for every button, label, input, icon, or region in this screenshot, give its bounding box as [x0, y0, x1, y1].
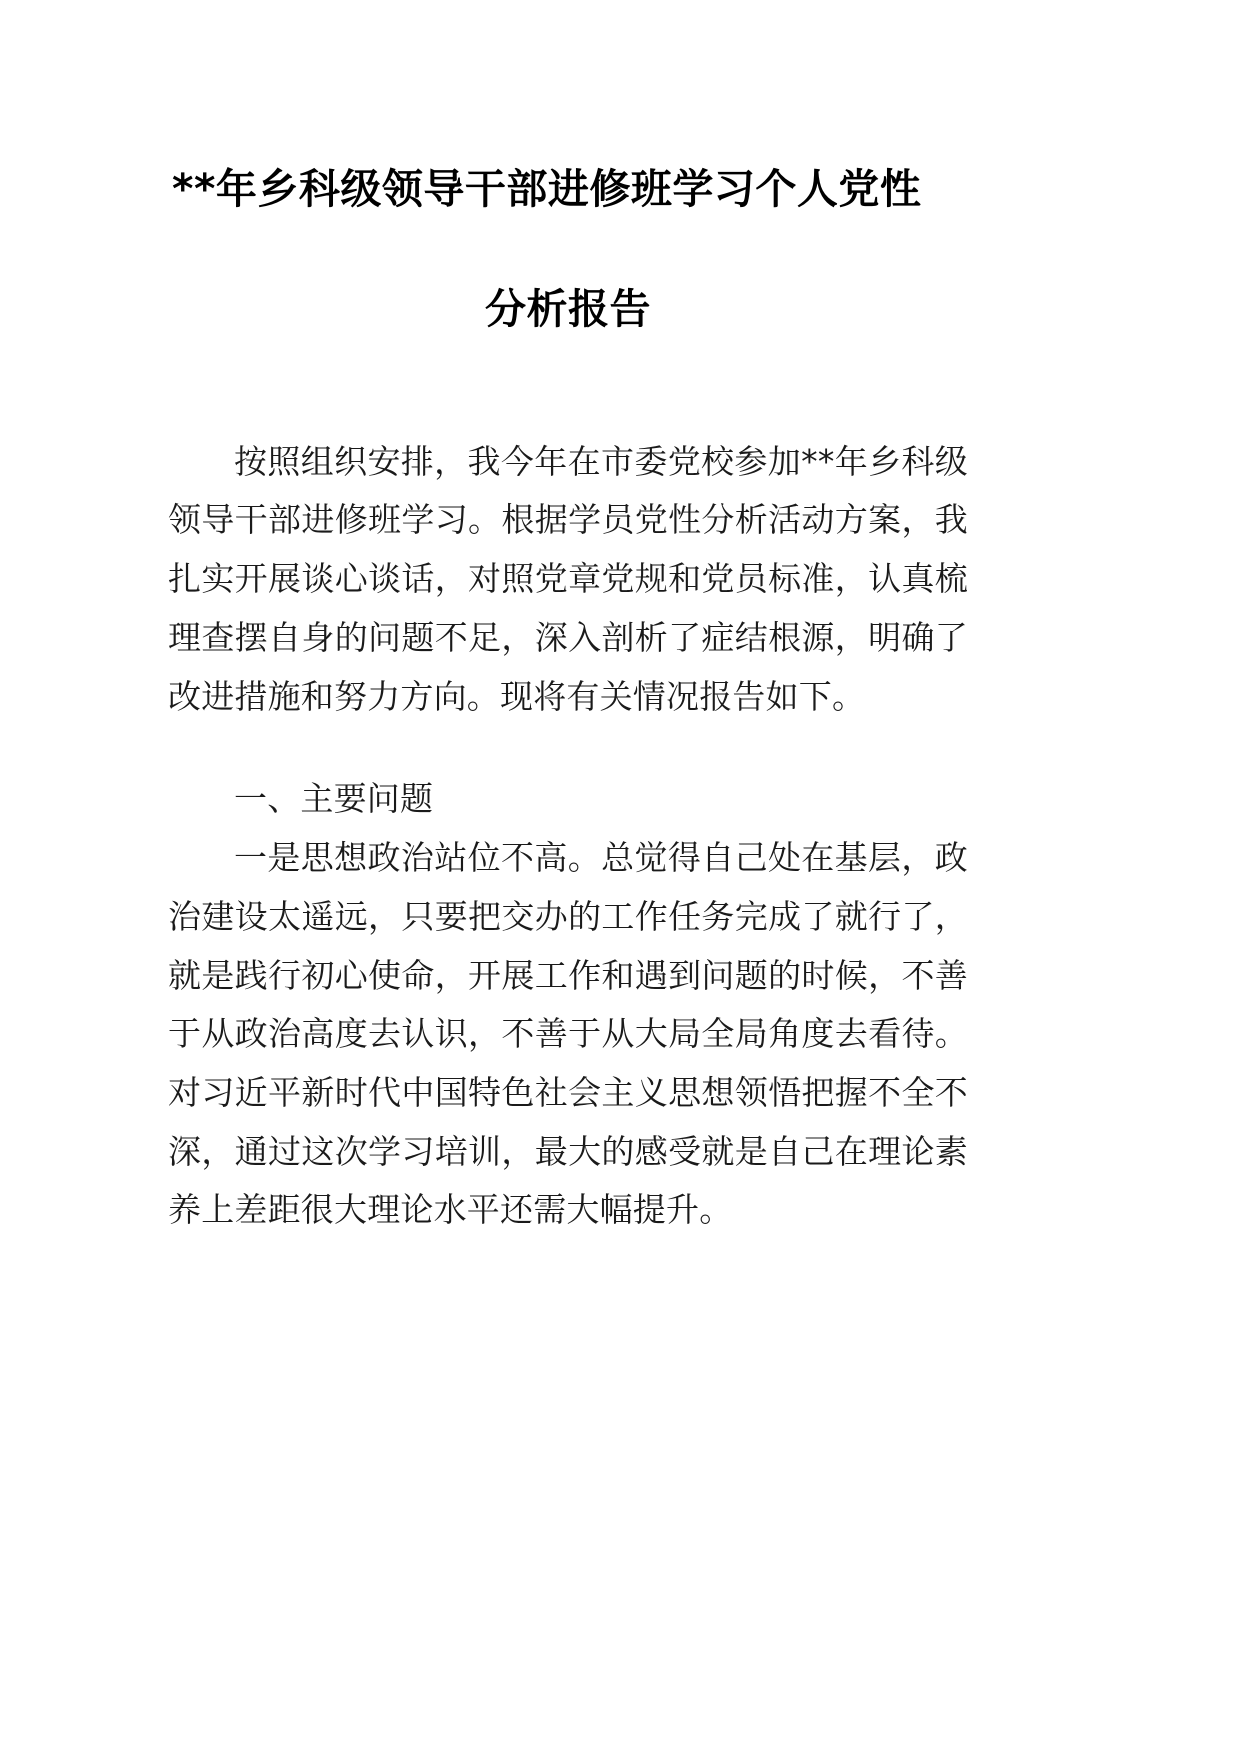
page-title-line-1: **年乡科级领导干部进修班学习个人党性 [172, 165, 922, 213]
problem-one-paragraph: 一是思想政治站位不高。总觉得自己处在基层，政治建设太遥远，只要把交办的工作任务完成了就行了，就是践行初心使命，开展工作和遇到问题的时候，不善于从政治高度去认识，不善于从大局全局角度去看待。对习近平新时代中国特色社会主义思想领悟把握不全不深，通过这次学习培训，最大的感受就是自己在理论素养上差距很大理论水平还需大幅提升。 [168, 838, 968, 1230]
section-heading-main-problems: 一、主要问题 [234, 779, 434, 819]
intro-paragraph: 按照组织安排，我今年在市委党校参加**年乡科级领导干部进修班学习。根据学员党性分析活动方案，我扎实开展谈心谈话，对照党章党规和党员标准，认真梳理查摆自身的问题不足，深入剖析了症结根源，明确了改进措施和努力方向。现将有关情况报告如下。 [168, 441, 968, 716]
document-content [168, 0, 968, 1240]
page-title-line-2: 分析报告 [485, 285, 651, 334]
document-body [168, 433, 968, 1241]
page-title [168, 0, 968, 341]
